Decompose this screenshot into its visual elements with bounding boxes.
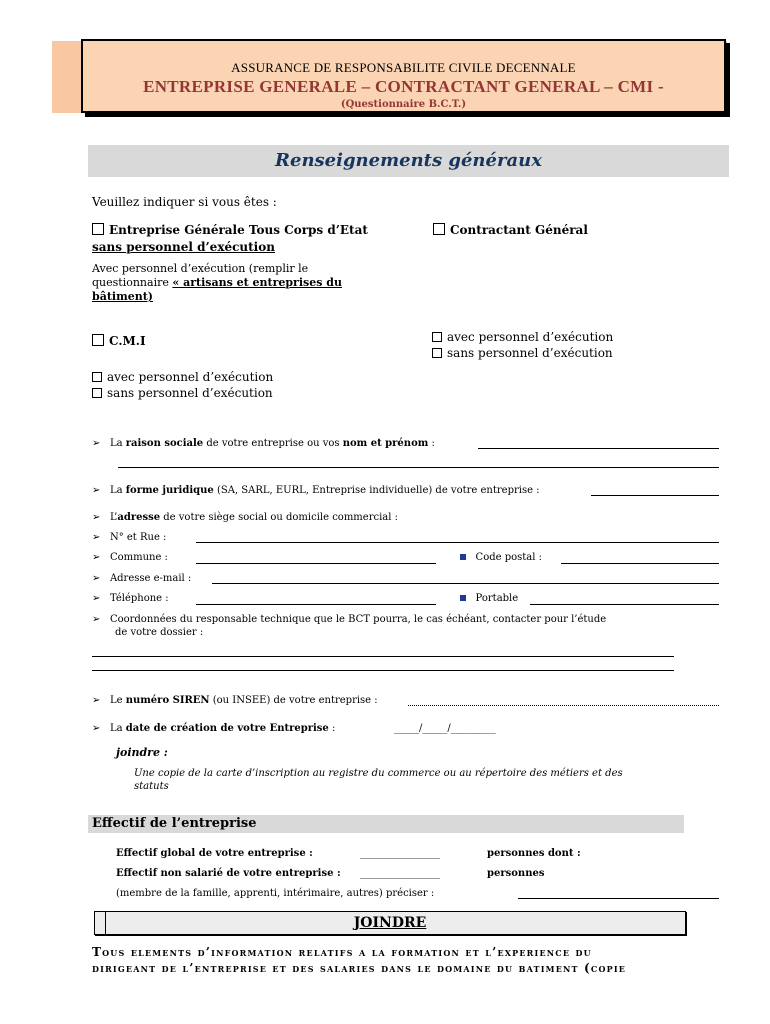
commune-input[interactable] [196, 563, 436, 564]
cg-opt2-label: sans personnel d’exécution [447, 346, 613, 360]
field-portable [460, 593, 518, 604]
joindre-text-line2: dirigeant de l’entreprise et des salaries dans le domaine du batiment (copie [92, 961, 627, 975]
effectif-global-input[interactable]: ________________ [360, 848, 440, 859]
siren-input[interactable] [408, 705, 719, 706]
adresse-post: de votre siège social ou domicile commercial : [160, 512, 398, 523]
effectif-global-unit: personnes dont : [487, 848, 581, 859]
option-eg-label: Entreprise Générale Tous Corps d’Etat [109, 223, 368, 237]
arrow-bullet-icon: ➢ [92, 532, 101, 543]
field-coordonnees [92, 613, 722, 639]
forme-b: forme juridique [125, 485, 214, 496]
arrow-bullet-icon: ➢ [92, 552, 101, 563]
checkbox-eg[interactable] [92, 223, 104, 235]
code-postal-label: Code postal : [475, 552, 542, 563]
coordonnees-input-line2[interactable] [92, 670, 674, 671]
joindre-title: JOINDRE [353, 915, 427, 931]
arrow-bullet-icon: ➢ [92, 723, 101, 734]
cmi-opt1-label: avec personnel d’exécution [107, 370, 274, 384]
effectif-membre-label: (membre de la famille, apprenti, intérimaire, autres) préciser : [116, 888, 435, 899]
raison-post: : [428, 438, 435, 449]
raison-sociale-input[interactable] [478, 448, 719, 449]
checkbox-cg-avec[interactable] [432, 332, 442, 342]
section-title: Renseignements généraux [88, 145, 729, 177]
date-post: : [328, 723, 336, 734]
eg-note-line3: bâtiment) [92, 290, 153, 303]
field-commune [92, 552, 168, 563]
effectif-non-salarie-unit: personnes [487, 868, 545, 879]
option-cg[interactable] [433, 223, 588, 237]
rue-input[interactable] [196, 542, 719, 543]
portable-label: Portable [475, 593, 519, 604]
joindre-text-line1: Tous elements d’information relatifs a la formation et l’experience du [92, 945, 592, 959]
raison-b1: raison sociale [125, 438, 204, 449]
cg-opt1-label: avec personnel d’exécution [447, 330, 614, 344]
effectif-title: Effectif de l’entreprise [88, 815, 684, 833]
option-eg-sub: sans personnel d’exécution [92, 240, 275, 254]
option-cmi-opt2[interactable] [92, 386, 273, 400]
adresse-b: adresse [117, 512, 161, 523]
raison-pre: La [109, 438, 126, 449]
square-bullet-icon [460, 595, 466, 601]
arrow-bullet-icon: ➢ [92, 512, 101, 523]
intro-text: Veuillez indiquer si vous êtes : [92, 195, 277, 209]
option-cmi[interactable] [92, 334, 146, 348]
field-code-postal [460, 552, 542, 563]
telephone-input[interactable] [196, 604, 436, 605]
email-input[interactable] [212, 583, 719, 584]
portable-input[interactable] [530, 604, 719, 605]
siren-b: numéro SIREN [125, 695, 210, 706]
joindre-label: joindre : [116, 746, 168, 759]
joindre-note [134, 767, 704, 793]
field-telephone [92, 593, 169, 604]
square-bullet-icon [460, 554, 466, 560]
checkbox-cmi-sans[interactable] [92, 388, 102, 398]
field-siren [92, 695, 378, 706]
option-cg-opt2[interactable] [432, 346, 613, 360]
option-cmi-opt1[interactable] [92, 370, 273, 384]
coord-line1: Coordonnées du responsable technique que le BCT pourra, le cas échéant, contacter pour l’étude [109, 614, 607, 625]
cmi-opt2-label: sans personnel d’exécution [107, 386, 273, 400]
arrow-bullet-icon: ➢ [92, 695, 101, 706]
eg-note-link: « artisans et entreprises du [172, 276, 342, 289]
checkbox-cmi[interactable] [92, 334, 104, 346]
code-postal-input[interactable] [561, 563, 719, 564]
document-header [81, 39, 726, 113]
raison-mid: de votre entreprise ou vos [203, 438, 343, 449]
arrow-bullet-icon: ➢ [92, 438, 101, 449]
coord-line2: de votre dossier : [115, 627, 204, 638]
checkbox-cg-sans[interactable] [432, 348, 442, 358]
field-email [92, 573, 191, 584]
raison-sociale-input-line2[interactable] [118, 467, 719, 468]
arrow-bullet-icon: ➢ [92, 485, 101, 496]
field-forme-juridique [92, 485, 540, 496]
option-cg-opt1[interactable] [432, 330, 613, 344]
header-title: ENTREPRISE GENERALE – CONTRACTANT GENERAL – CMI - [143, 77, 664, 96]
rue-label: N° et Rue : [109, 532, 167, 543]
effectif-non-salarie-input[interactable]: ________________ [360, 868, 440, 879]
joindre-header [94, 911, 686, 935]
email-label: Adresse e-mail : [109, 573, 192, 584]
checkbox-cg[interactable] [433, 223, 445, 235]
header-subtitle: (Questionnaire B.C.T.) [340, 99, 467, 110]
adresse-pre: L’ [109, 512, 118, 523]
forme-juridique-input[interactable] [591, 495, 719, 496]
effectif-non-salarie-label: Effectif non salarié de votre entreprise : [116, 868, 341, 879]
arrow-bullet-icon: ➢ [92, 573, 101, 584]
joindre-divider [105, 912, 106, 934]
option-eg-note [92, 262, 392, 304]
field-date-creation [92, 723, 335, 734]
option-eg[interactable] [92, 223, 368, 237]
arrow-bullet-icon: ➢ [92, 614, 101, 625]
option-cmi-label: C.M.I [109, 334, 146, 348]
eg-note-line2a: questionnaire [92, 276, 173, 289]
forme-post: (SA, SARL, EURL, Entreprise individuelle) de votre entreprise : [213, 485, 540, 496]
date-creation-input[interactable]: _____/_____/_________ [394, 723, 496, 734]
field-rue [92, 532, 166, 543]
joindre-note-line2: statuts [134, 781, 169, 792]
option-cg-label: Contractant Général [450, 223, 588, 237]
siren-post: (ou INSEE) de votre entreprise : [209, 695, 378, 706]
joindre-text [92, 944, 692, 976]
raison-b2: nom et prénom [342, 438, 429, 449]
eg-note-line1: Avec personnel d’exécution (remplir le [92, 262, 309, 275]
arrow-bullet-icon: ➢ [92, 593, 101, 604]
telephone-label: Téléphone : [109, 593, 169, 604]
checkbox-cmi-avec[interactable] [92, 372, 102, 382]
effectif-global-label: Effectif global de votre entreprise : [116, 848, 313, 859]
siren-pre: Le [109, 695, 126, 706]
date-b: date de création de votre Entreprise [125, 723, 329, 734]
field-adresse [92, 512, 398, 523]
date-pre: La [109, 723, 126, 734]
field-raison-sociale [92, 438, 435, 449]
commune-label: Commune : [109, 552, 168, 563]
coordonnees-input-line1[interactable] [92, 656, 674, 657]
joindre-note-line1: Une copie de la carte d’inscription au registre du commerce ou au répertoire des métiers et des [134, 768, 623, 779]
header-line1: ASSURANCE DE RESPONSABILITE CIVILE DECENNALE [231, 60, 576, 75]
effectif-membre-input[interactable] [518, 898, 719, 899]
forme-pre: La [109, 485, 126, 496]
